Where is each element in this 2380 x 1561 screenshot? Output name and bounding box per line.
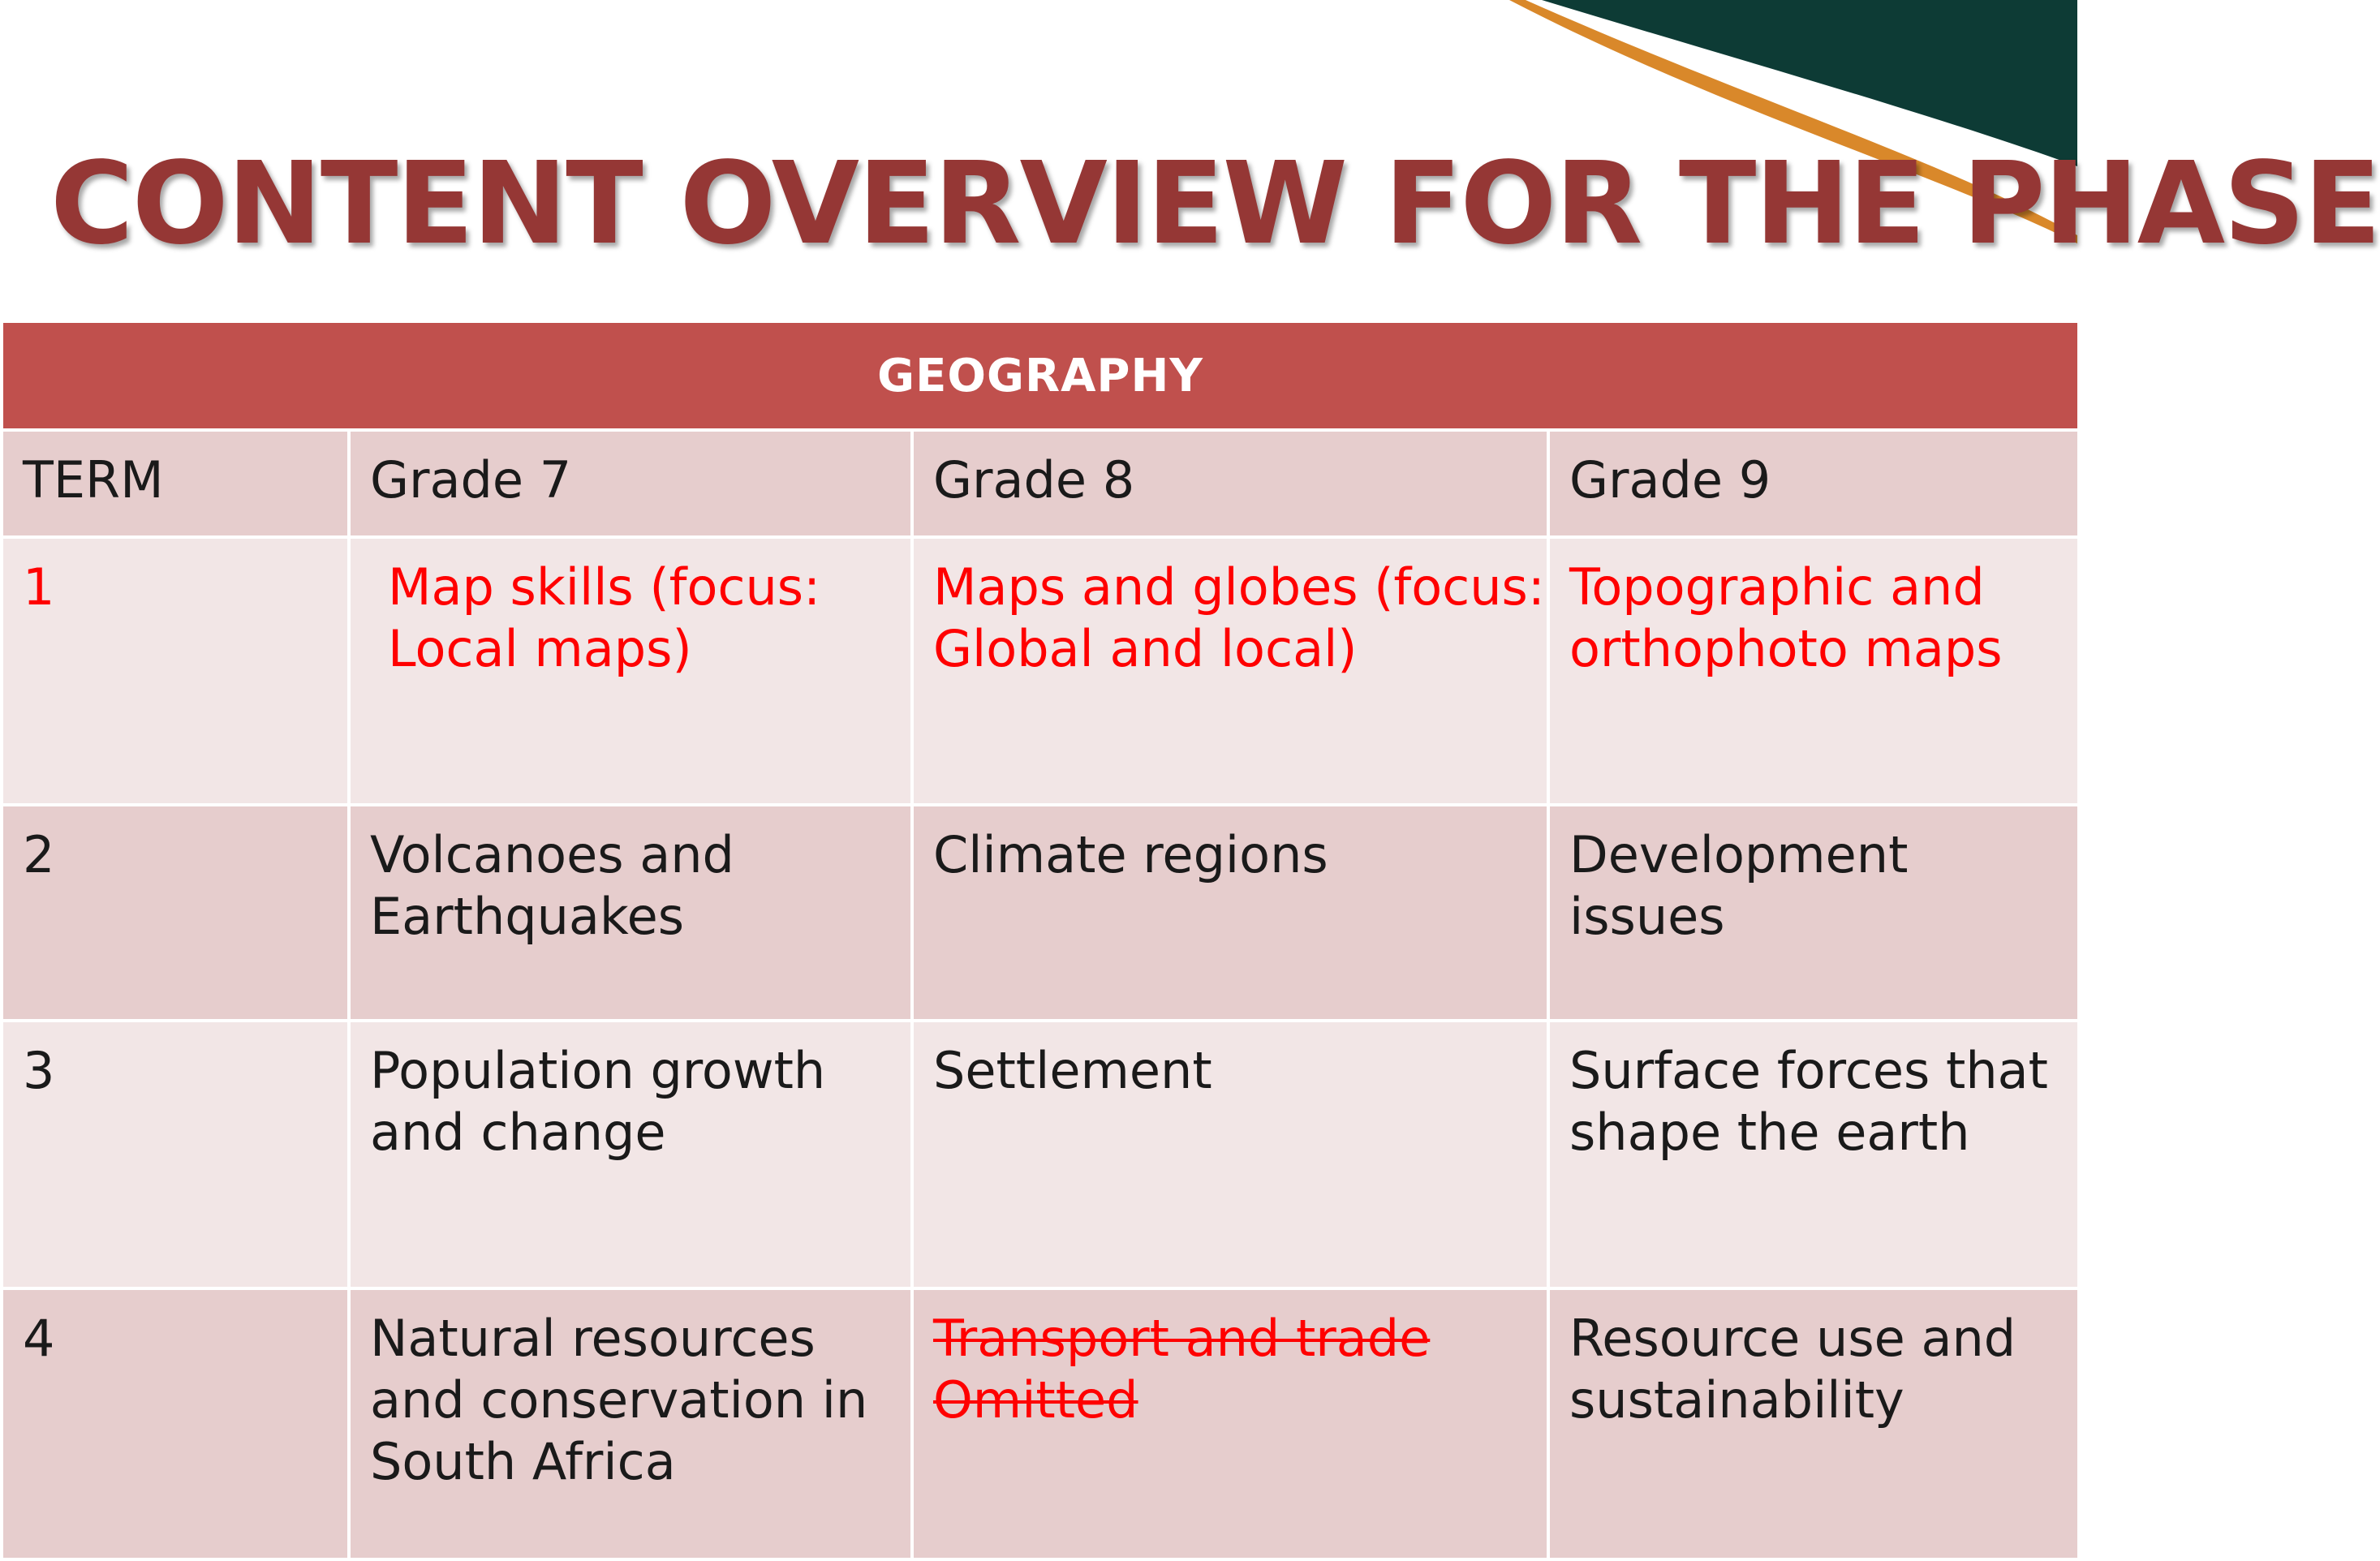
table-cell [2, 805, 349, 1021]
term-number: 3 [23, 1041, 55, 1100]
column-header-grade-9: Grade 9 [1569, 450, 1771, 510]
table-cell [349, 1021, 912, 1288]
table-cell [2, 1021, 349, 1288]
topic-grade-8: Climate regions [933, 825, 1328, 884]
table-cell [912, 537, 1548, 805]
term-number: 4 [23, 1309, 55, 1368]
topic-grade-7: Natural resources and conservation in South Africa [370, 1309, 868, 1491]
table-row [2, 805, 2079, 1021]
table-cell [349, 805, 912, 1021]
term-number: 2 [23, 825, 55, 884]
table-cell [2, 1288, 349, 1559]
table-cell [1548, 1288, 2079, 1559]
table-cell [349, 1288, 912, 1559]
content-overview-table [0, 320, 2081, 1561]
column-header-term: TERM [23, 450, 164, 510]
table-cell [912, 1021, 1548, 1288]
table-cell [1548, 805, 2079, 1021]
term-number: 1 [23, 557, 55, 617]
topic-grade-7: Map skills (focus: Local maps) [388, 557, 820, 678]
topic-grade-8-struck: Transport and trade Omitted [933, 1309, 1431, 1430]
table-cell [912, 1288, 1548, 1559]
topic-grade-9: Resource use and sustainability [1569, 1309, 2016, 1430]
table-cell [1548, 1021, 2079, 1288]
column-header-grade-8: Grade 8 [933, 450, 1135, 510]
column-header [2, 430, 349, 537]
table-cell [349, 537, 912, 805]
table-cell [2, 537, 349, 805]
topic-grade-7: Volcanoes and Earthquakes [370, 825, 734, 946]
table-cell [912, 805, 1548, 1021]
column-header [912, 430, 1548, 537]
topic-grade-9: Topographic and orthophoto maps [1569, 557, 2003, 678]
table-row [2, 537, 2079, 805]
table-cell [1548, 537, 2079, 805]
topic-grade-9: Development issues [1569, 825, 1909, 946]
table-row [2, 1021, 2079, 1288]
table-row [2, 1288, 2079, 1559]
column-header [349, 430, 912, 537]
column-header [1548, 430, 2079, 537]
slide-title: CONTENT OVERVIEW FOR THE PHASE [50, 138, 2380, 270]
column-header-row [2, 430, 2079, 537]
topic-grade-7: Population growth and change [370, 1041, 826, 1162]
topic-grade-8: Maps and globes (focus: Global and local) [933, 557, 1545, 678]
column-header-grade-7: Grade 7 [370, 450, 572, 510]
subject-header [2, 321, 2079, 430]
topic-grade-8: Settlement [933, 1041, 1212, 1100]
topic-grade-9: Surface forces that shape the earth [1569, 1041, 2048, 1162]
subject-label: GEOGRAPHY [877, 349, 1203, 402]
